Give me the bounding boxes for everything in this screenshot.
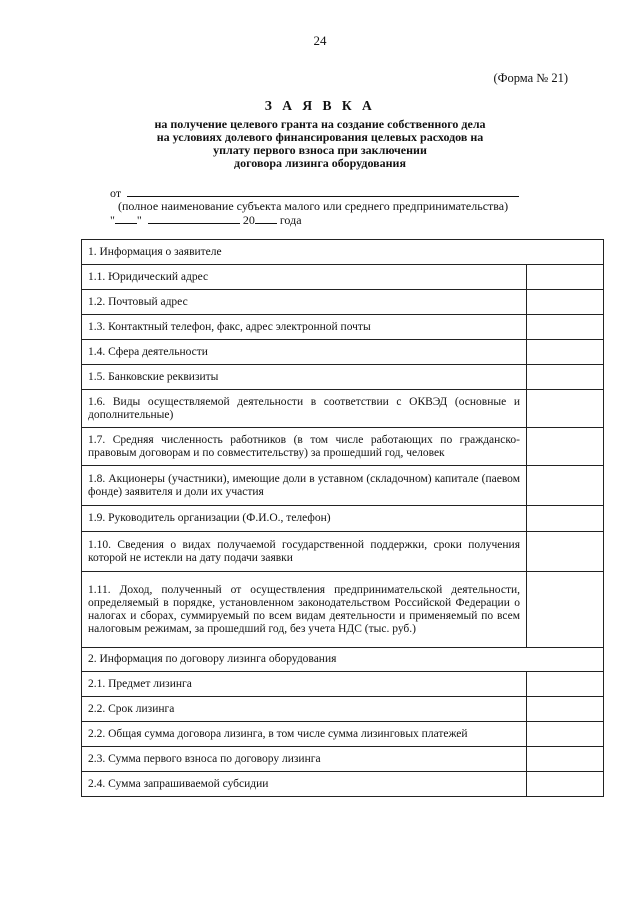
subtitle-line: договора лизинга оборудования: [234, 156, 406, 170]
table-row: [82, 747, 604, 772]
table-row: [82, 290, 604, 315]
row-value-cell[interactable]: [527, 365, 604, 390]
row-value-cell[interactable]: [527, 506, 604, 532]
applicant-name-blank[interactable]: [127, 186, 519, 197]
table-row: [82, 340, 604, 365]
table-row: [82, 722, 604, 747]
row-label: 2.4. Сумма запрашиваемой субсидии: [82, 772, 527, 797]
row-label: 1.5. Банковские реквизиты: [82, 365, 527, 390]
table-row: [82, 466, 604, 506]
table-row: [82, 672, 604, 697]
table-row: [82, 265, 604, 290]
row-value-cell[interactable]: [527, 428, 604, 466]
section-1-header: 1. Информация о заявителе: [82, 240, 604, 265]
row-value-cell[interactable]: [527, 340, 604, 365]
row-label: 1.1. Юридический адрес: [82, 265, 527, 290]
row-value-cell[interactable]: [527, 532, 604, 572]
quote-open: ": [110, 213, 115, 227]
from-prefix: от: [110, 186, 122, 200]
row-label: 1.9. Руководитель организации (Ф.И.О., телефон): [82, 506, 527, 532]
date-line: [110, 213, 530, 227]
table-row: [82, 697, 604, 722]
row-value-cell[interactable]: [527, 722, 604, 747]
row-value-cell[interactable]: [527, 747, 604, 772]
from-line: [110, 186, 530, 200]
row-value-cell[interactable]: [527, 390, 604, 428]
row-value-cell[interactable]: [527, 697, 604, 722]
page-number: 24: [313, 33, 327, 48]
document-subtitle: [0, 118, 640, 170]
row-label: 2.2. Общая сумма договора лизинга, в том числе сумма лизинговых платежей: [82, 722, 527, 747]
row-value-cell[interactable]: [527, 672, 604, 697]
table-row: [82, 428, 604, 466]
applicant-header: [110, 186, 530, 227]
row-label: 2.3. Сумма первого взноса по договору лизинга: [82, 747, 527, 772]
row-label: 1.8. Акционеры (участники), имеющие доли в уставном (складочном) капитале (паевом фонде) заявителя и доли их участия: [82, 466, 527, 506]
row-label: 1.2. Почтовый адрес: [82, 290, 527, 315]
table-row: [82, 772, 604, 797]
row-value-cell[interactable]: [527, 772, 604, 797]
quote-close: ": [136, 213, 142, 227]
row-label: 1.4. Сфера деятельности: [82, 340, 527, 365]
row-label: 2.1. Предмет лизинга: [82, 672, 527, 697]
application-table: [81, 239, 604, 797]
row-value-cell[interactable]: [527, 315, 604, 340]
subtitle-line: уплату первого взноса при заключении: [213, 143, 427, 157]
day-blank[interactable]: [115, 213, 137, 224]
applicant-name-hint: (полное наименование субъекта малого или среднего предпринимательства): [118, 199, 509, 213]
subtitle-line: на получение целевого гранта на создание собственного дела: [154, 117, 486, 131]
table-row: [82, 365, 604, 390]
row-label: 1.10. Сведения о видах получаемой государственной поддержки, сроки получения которой не истекли на дату подачи заявки: [82, 532, 527, 572]
month-blank[interactable]: [148, 213, 240, 224]
row-label: 2.2. Срок лизинга: [82, 697, 527, 722]
section-header-row: [82, 240, 604, 265]
table-row: [82, 532, 604, 572]
section-header-row: [82, 648, 604, 672]
table-row: [82, 506, 604, 532]
table-row: [82, 390, 604, 428]
table-row: [82, 572, 604, 648]
row-label: 1.6. Виды осуществляемой деятельности в соответствии с ОКВЭД (основные и дополнительные): [82, 390, 527, 428]
section-2-header: 2. Информация по договору лизинга оборудования: [82, 648, 604, 672]
year-prefix: 20: [242, 213, 255, 227]
row-value-cell[interactable]: [527, 265, 604, 290]
document-title: З А Я В К А: [264, 98, 376, 113]
row-value-cell[interactable]: [527, 290, 604, 315]
form-number-label: (Форма № 21): [493, 71, 568, 85]
row-label: 1.3. Контактный телефон, факс, адрес электронной почты: [82, 315, 527, 340]
row-value-cell[interactable]: [527, 572, 604, 648]
table-row: [82, 315, 604, 340]
subtitle-line: на условиях долевого финансирования целевых расходов на: [156, 130, 484, 144]
year-blank[interactable]: [255, 213, 277, 224]
row-label: 1.7. Средняя численность работников (в том числе работающих по гражданско-правовым договорам и по совместительству) за прошедший год, человек: [82, 428, 527, 466]
year-suffix: года: [279, 213, 302, 227]
row-value-cell[interactable]: [527, 466, 604, 506]
row-label: 1.11. Доход, полученный от осуществления предпринимательской деятельности, определяемый в порядке, установленном законодательством Российской Федерации о налогах и сборах, суммируемый по всем видам деятельности и применяемый по всем налоговым режимам, за прошедший год, без учета НДС (тыс. руб.): [82, 572, 527, 648]
